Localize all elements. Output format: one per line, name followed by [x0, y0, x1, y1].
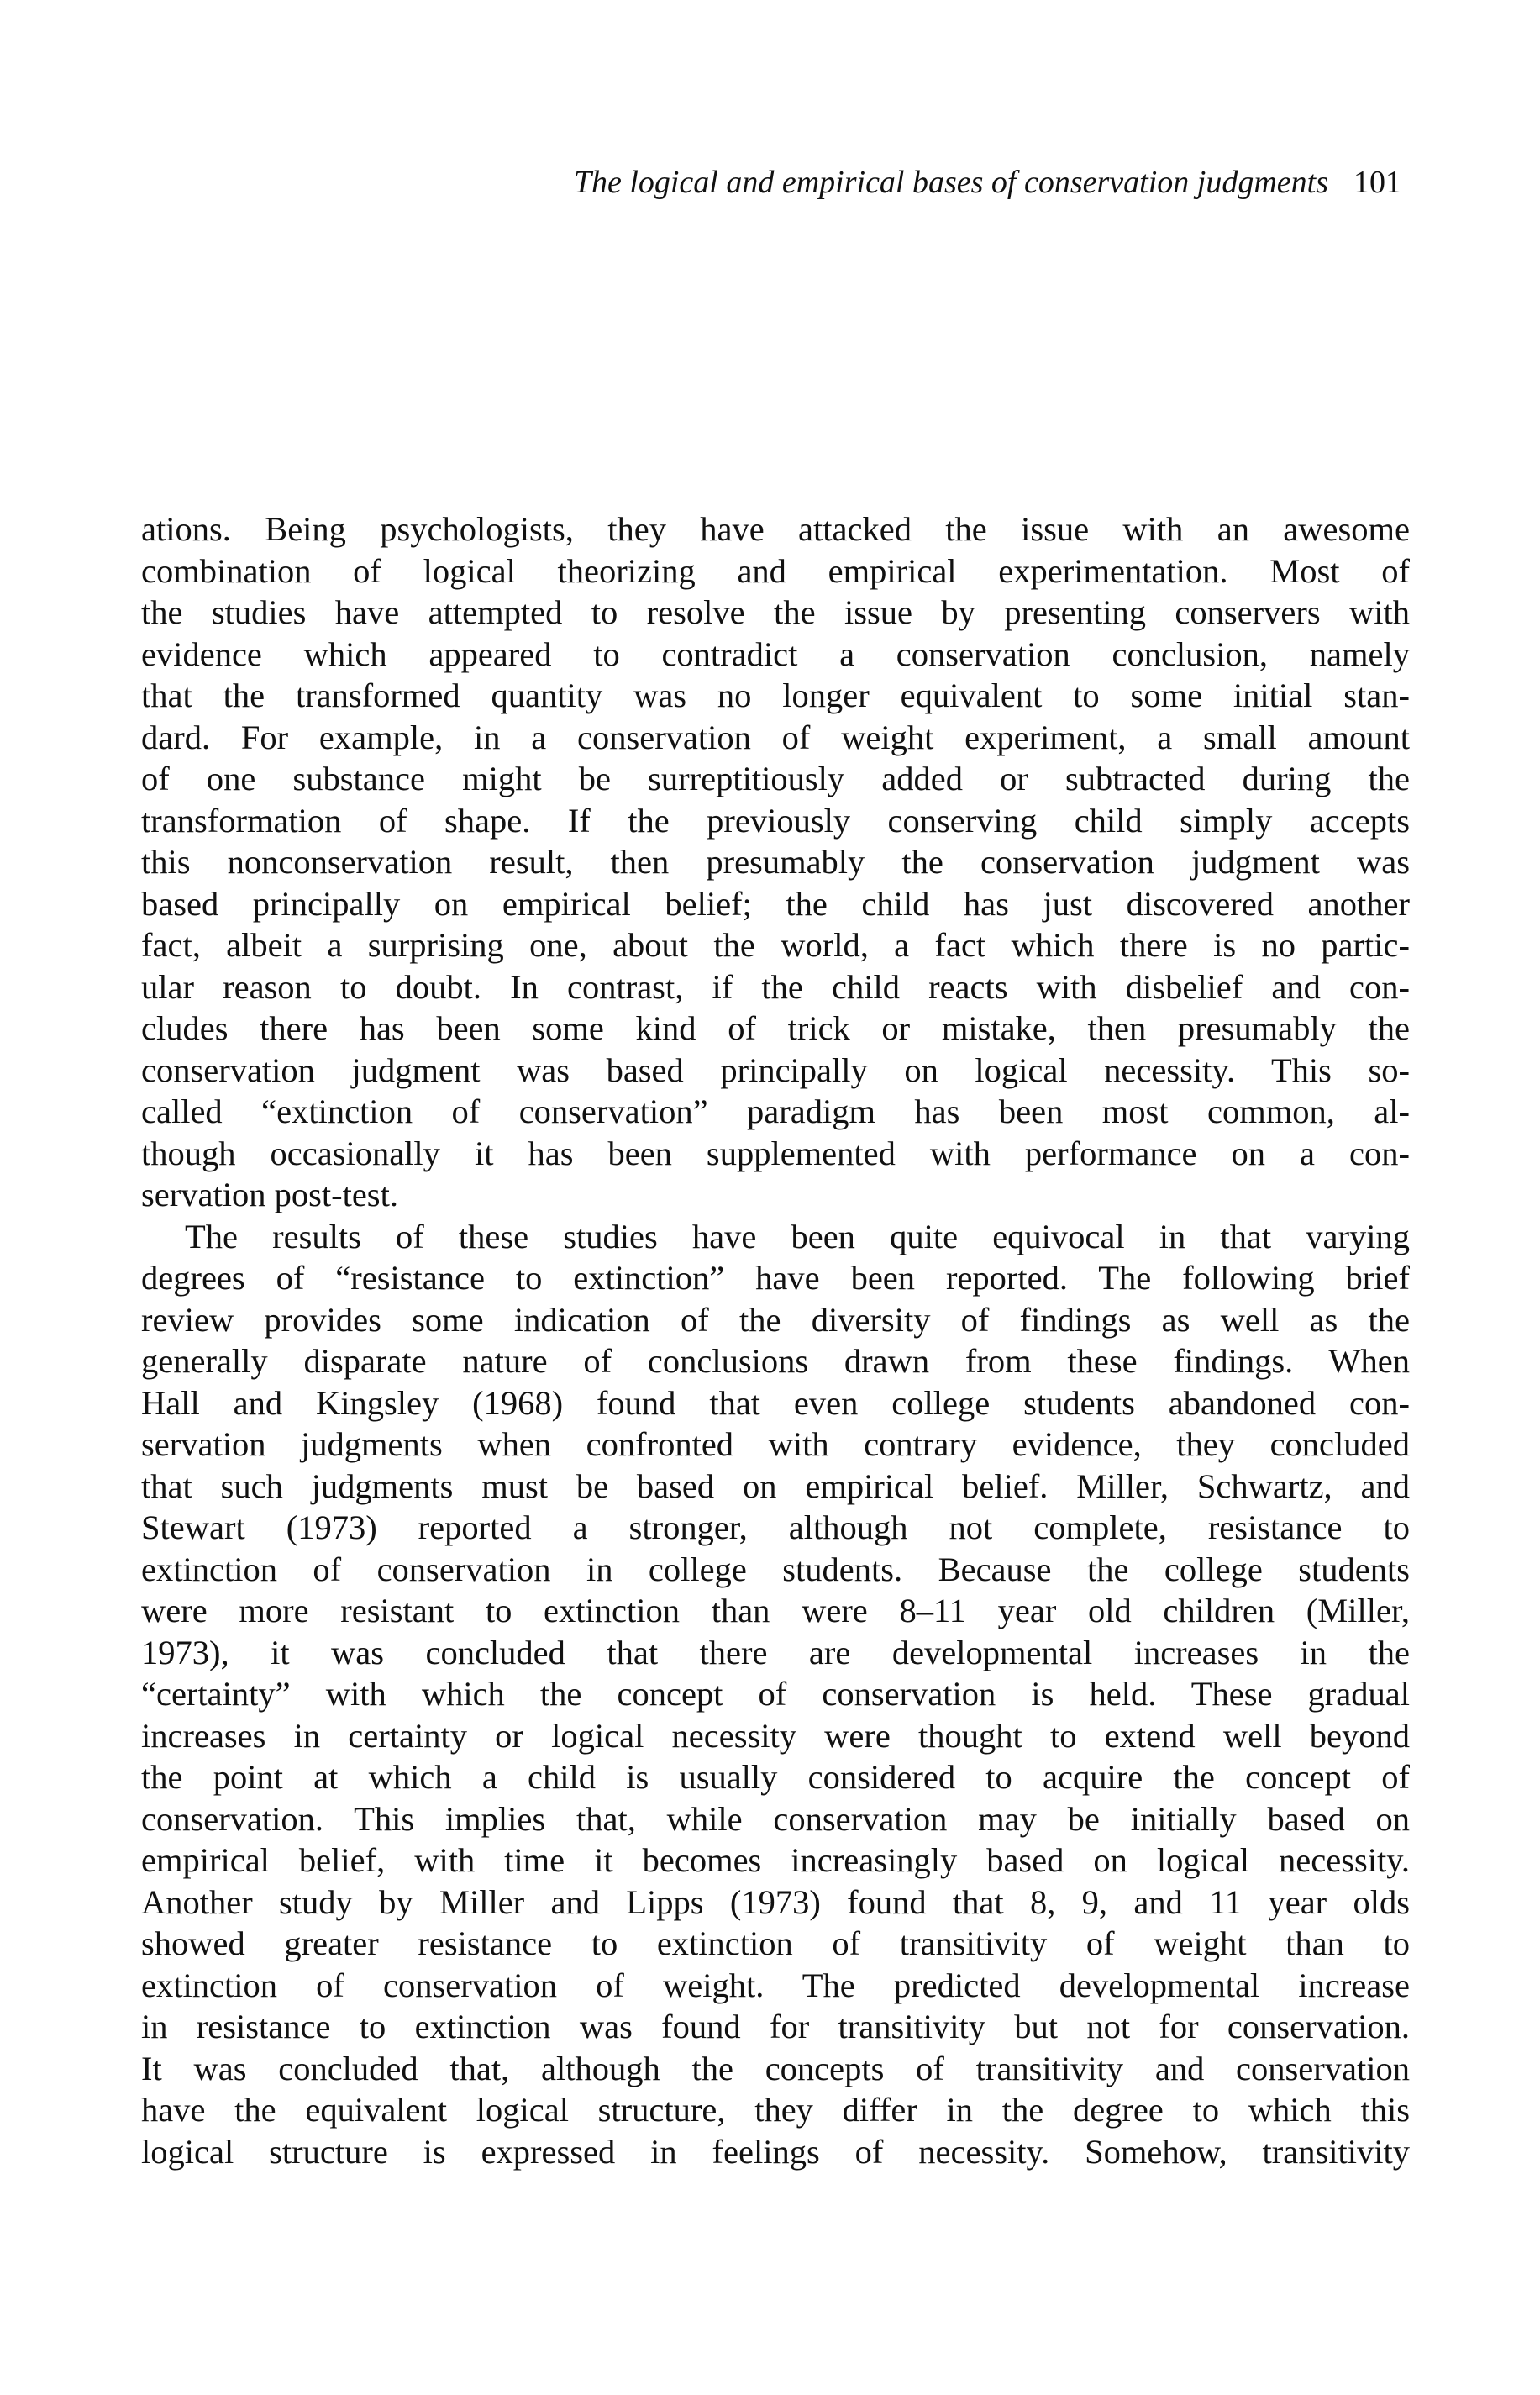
- text-line: conservation. This implies that, while conservation may be initially based on: [141, 1799, 1410, 1838]
- text-line: generally disparate nature of conclusions drawn from these findings. When: [141, 1342, 1410, 1380]
- running-head: [141, 162, 1401, 203]
- page-number: 101: [1353, 165, 1401, 200]
- text-line: Stewart (1973) reported a stronger, although not complete, resistance to: [141, 1508, 1410, 1546]
- text-line: combination of logical theorizing and empirical experimentation. Most of: [141, 551, 1410, 590]
- text-line: have the equivalent logical structure, they differ in the degree to which this: [141, 2091, 1410, 2129]
- text-line: Another study by Miller and Lipps (1973) found that 8, 9, and 11 year olds: [141, 1882, 1410, 1921]
- text-line: degrees of “resistance to extinction” have been reported. The following brief: [141, 1259, 1410, 1297]
- text-line: this nonconservation result, then presumably the conservation judgment was: [141, 843, 1410, 881]
- text-line: were more resistant to extinction than were 8–11 year old children (Miller,: [141, 1592, 1410, 1629]
- text-line: ations. Being psychologists, they have attacked the issue with an awesome: [141, 510, 1410, 548]
- text-line: review provides some indication of the diversity of findings as well as the: [141, 1300, 1410, 1339]
- text-line: showed greater resistance to extinction of transitivity of weight than to: [141, 1924, 1410, 1962]
- text-line: that such judgments must be based on empirical belief. Miller, Schwartz, and: [141, 1466, 1410, 1505]
- text-line: cludes there has been some kind of trick or mistake, then presumably the: [141, 1009, 1410, 1047]
- text-line: though occasionally it has been supplemented with performance on a con-: [141, 1134, 1410, 1172]
- text-line: of one substance might be surreptitiously added or subtracted during the: [141, 760, 1410, 797]
- text-line: based principally on empirical belief; the child has just discovered another: [141, 884, 1410, 923]
- text-line: evidence which appeared to contradict a conservation conclusion, namely: [141, 634, 1410, 673]
- text-line: ular reason to doubt. In contrast, if the child reacts with disbelief and con-: [141, 967, 1410, 1006]
- text-line: the studies have attempted to resolve the issue by presenting conservers with: [141, 593, 1410, 631]
- text-line: Hall and Kingsley (1968) found that even college students abandoned con-: [141, 1383, 1410, 1422]
- text-line: extinction of conservation of weight. The predicted developmental increase: [141, 1966, 1410, 2004]
- text-line: fact, albeit a surprising one, about the world, a fact which there is no partic-: [141, 926, 1410, 964]
- text-line: It was concluded that, although the concepts of transitivity and conservation: [141, 2049, 1410, 2087]
- paragraph-start-line: The results of these studies have been quite equivocal in that varying: [185, 1217, 1410, 1255]
- body-text: [141, 508, 1410, 2172]
- text-line: servation post-test.: [141, 1176, 398, 1213]
- text-line: “certainty” with which the concept of conservation is held. These gradual: [141, 1675, 1410, 1713]
- text-line: conservation judgment was based principally on logical necessity. This so-: [141, 1050, 1410, 1089]
- text-line: empirical belief, with time it becomes increasingly based on logical necessity.: [141, 1841, 1410, 1879]
- text-line: logical structure is expressed in feelings of necessity. Somehow, transitivity: [141, 2132, 1410, 2171]
- text-line: extinction of conservation in college students. Because the college students: [141, 1550, 1410, 1588]
- text-line: dard. For example, in a conservation of weight experiment, a small amount: [141, 718, 1410, 756]
- text-line: called “extinction of conservation” paradigm has been most common, al-: [141, 1092, 1410, 1130]
- text-line: the point at which a child is usually considered to acquire the concept of: [141, 1758, 1410, 1796]
- text-line: in resistance to extinction was found for transitivity but not for conservation.: [141, 2008, 1410, 2045]
- text-line: servation judgments when confronted with contrary evidence, they concluded: [141, 1425, 1410, 1463]
- text-line: that the transformed quantity was no longer equivalent to some initial stan-: [141, 676, 1410, 714]
- text-line: increases in certainty or logical necessity were thought to extend well beyond: [141, 1716, 1410, 1755]
- text-line: transformation of shape. If the previously conserving child simply accepts: [141, 801, 1410, 840]
- running-head-title: The logical and empirical bases of conservation judgments: [573, 165, 1328, 200]
- text-line: 1973), it was concluded that there are developmental increases in the: [141, 1633, 1410, 1671]
